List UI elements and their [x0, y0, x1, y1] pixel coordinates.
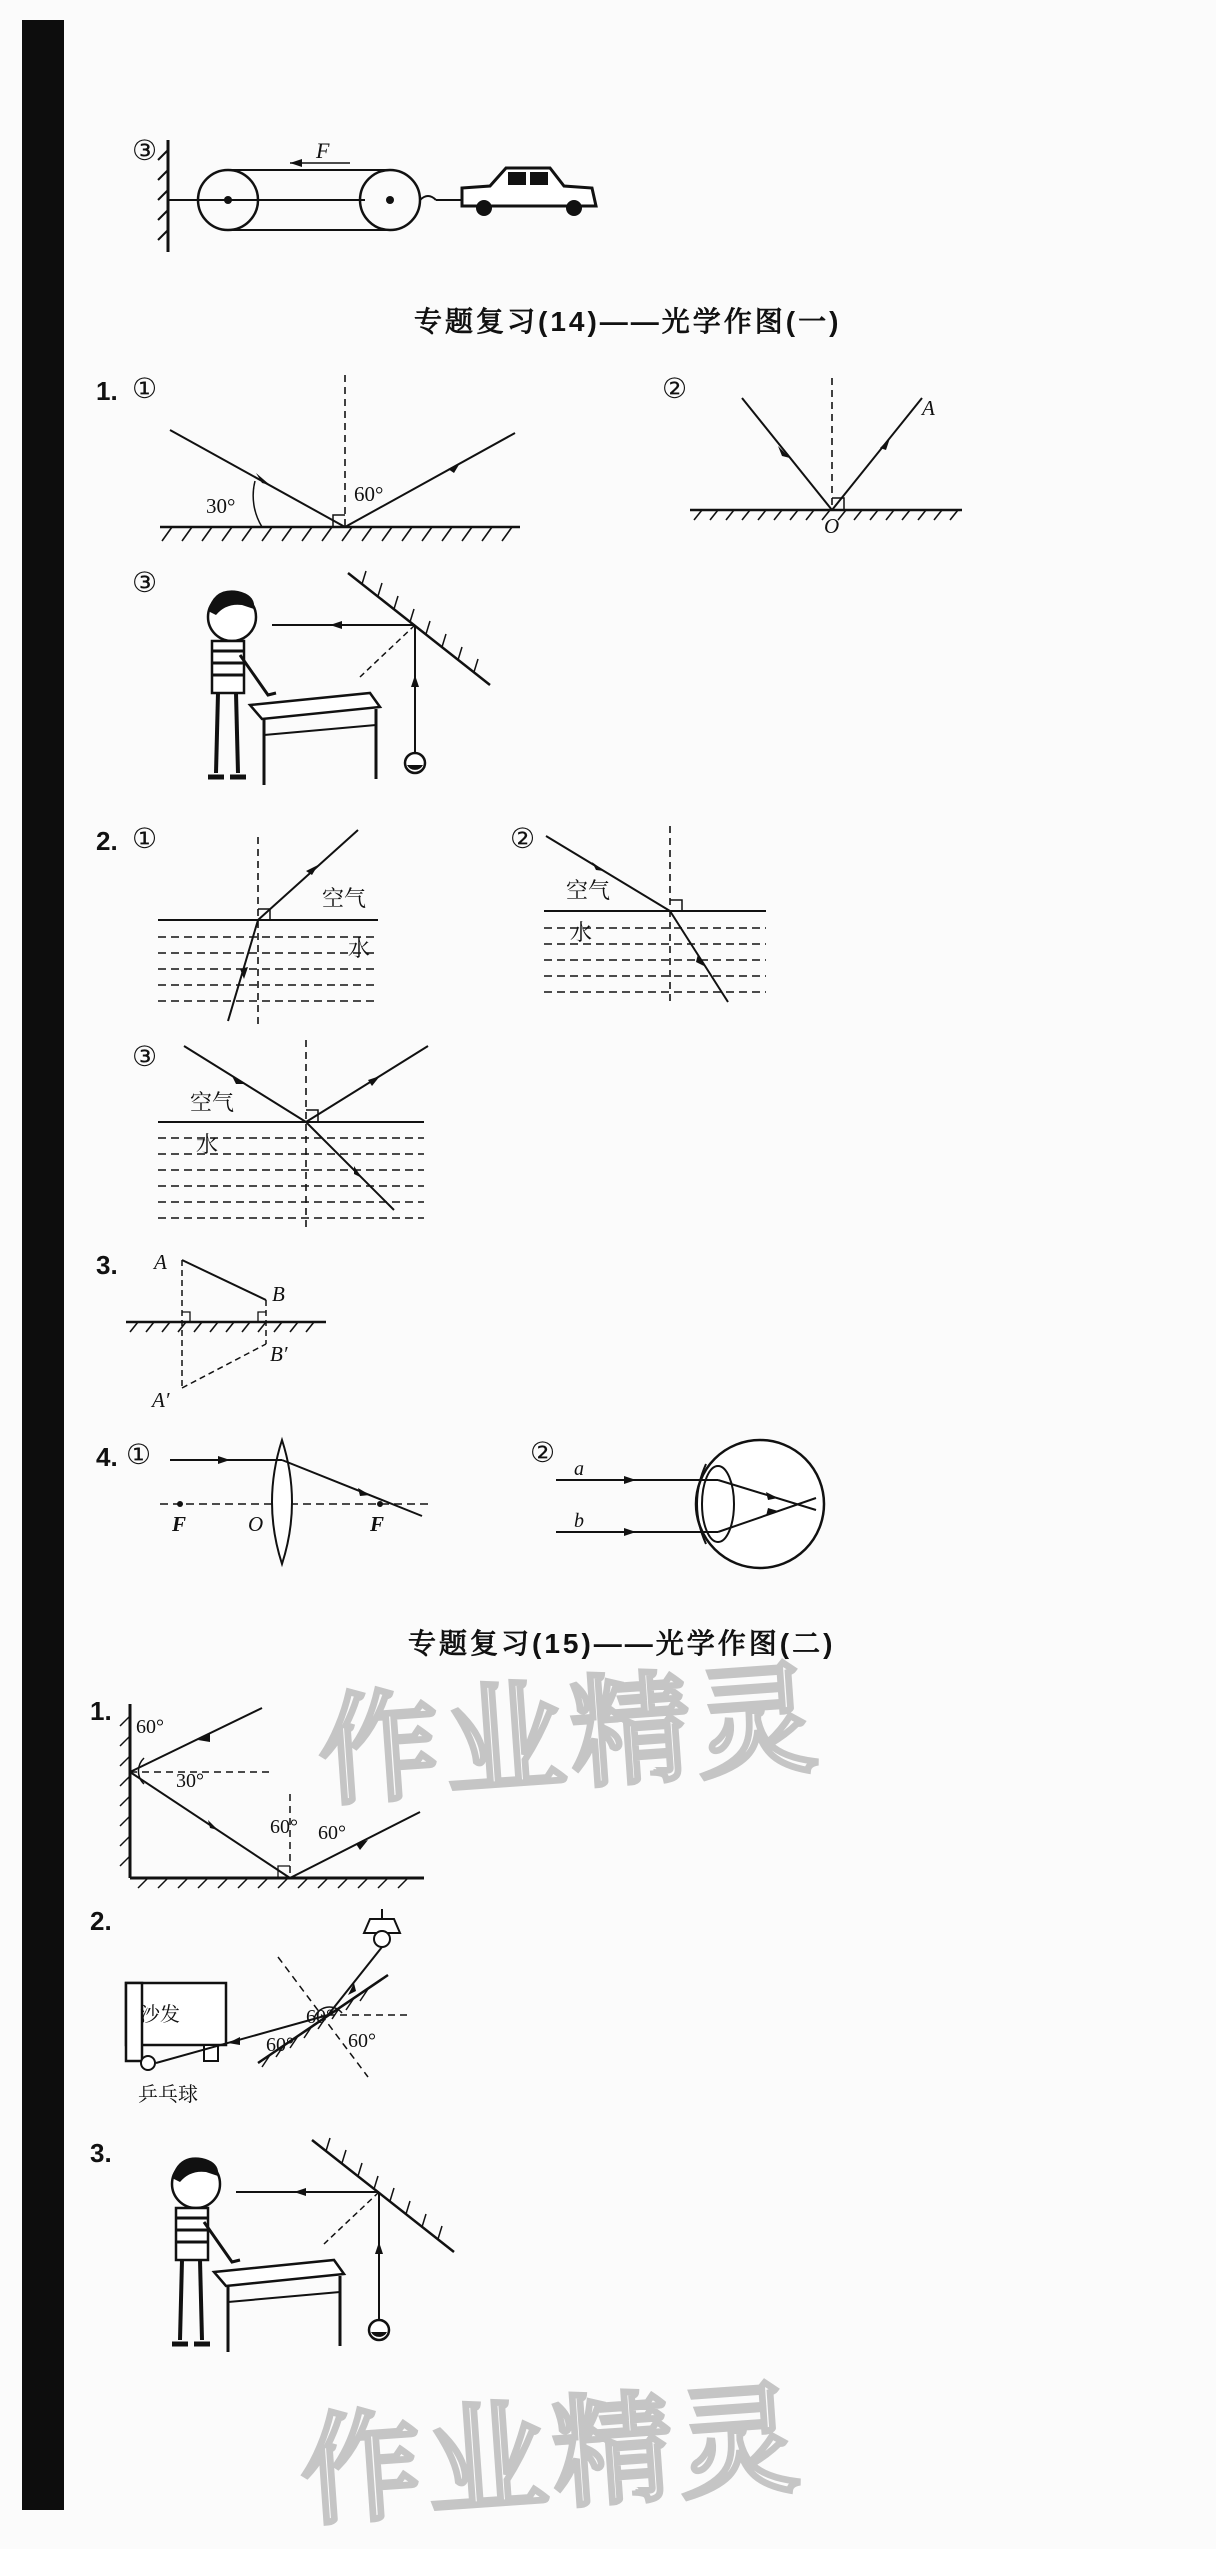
- q4-sub1-marker: ①: [126, 1438, 152, 1471]
- section15-title: 专题复习(15)——光学作图(二): [408, 1628, 836, 1659]
- binding-edge: [22, 20, 64, 2510]
- q1-label-O: O: [824, 514, 840, 538]
- watermark-middle: 作业精灵: [314, 1649, 827, 1824]
- s15-q1-angle-b: 30°: [176, 1770, 204, 1792]
- q1-boy-mirror-diagram: [190, 565, 510, 795]
- q1-angle-60: 60°: [354, 482, 384, 506]
- q3-label-A-image: A′: [152, 1388, 170, 1412]
- watermark-bottom: 作业精灵: [296, 2369, 809, 2544]
- q1-angle-30: 30°: [206, 494, 236, 518]
- s15-q2-angle-a: 60°: [306, 2006, 334, 2028]
- q1-reflection-diagram-1: [160, 375, 530, 550]
- s15-q2-angle-b: 60°: [266, 2034, 294, 2056]
- s15-q2-sofa: 沙发: [140, 2002, 180, 2026]
- q2-sub1-marker: ①: [132, 822, 158, 855]
- q4-F-right: F: [370, 1512, 385, 1536]
- s15-q2-ball: 乒乓球: [138, 2082, 198, 2106]
- q4-O: O: [248, 1512, 264, 1536]
- s15-q2-number: 2.: [90, 1906, 112, 1936]
- q1-label-A: A: [922, 396, 935, 420]
- section14-title: 专题复习(14)——光学作图(一): [414, 306, 842, 337]
- q4-ray-a: a: [574, 1458, 584, 1480]
- q1-sub1-marker: ①: [132, 372, 158, 405]
- top-marker: ③: [132, 134, 158, 167]
- s15-q1-angle-a: 60°: [136, 1716, 164, 1738]
- q4-ray-b: b: [574, 1510, 584, 1532]
- force-label: F: [316, 138, 330, 163]
- q3-label-B-image: B′: [270, 1342, 288, 1366]
- q2-3-water: 水: [196, 1133, 219, 1158]
- q2-refraction-diagram-1: [158, 825, 388, 1025]
- q2-1-air: 空气: [322, 887, 367, 912]
- q1-sub2-marker: ②: [662, 372, 688, 405]
- q3-label-A: A: [154, 1250, 167, 1274]
- q1-number: 1.: [96, 376, 118, 406]
- q1-sub3-marker: ③: [132, 566, 158, 599]
- q2-number: 2.: [96, 826, 118, 856]
- q3-number: 3.: [96, 1250, 118, 1280]
- s15-q1-angle-c: 60°: [270, 1816, 298, 1838]
- pulley-car-diagram: [150, 130, 610, 260]
- q2-2-air: 空气: [566, 879, 611, 904]
- s15-q1-number: 1.: [90, 1696, 112, 1726]
- q2-3-air: 空气: [190, 1091, 235, 1116]
- q3-label-B: B: [272, 1282, 285, 1306]
- q4-number: 4.: [96, 1442, 118, 1472]
- q2-2-water: 水: [570, 921, 593, 946]
- q4-F-left: F: [172, 1512, 187, 1536]
- q4-sub2-marker: ②: [530, 1436, 556, 1469]
- q4-eye-diagram: [556, 1440, 826, 1570]
- q4-convex-lens-diagram: [160, 1438, 430, 1568]
- s15-q3-number: 3.: [90, 2138, 112, 2168]
- s15-q3-boy-mirror-diagram: [156, 2134, 466, 2364]
- s15-q2-angle-c: 60°: [348, 2030, 376, 2052]
- q2-sub3-marker: ③: [132, 1040, 158, 1073]
- s15-q1-angle-d: 60°: [318, 1822, 346, 1844]
- q2-1-water: 水: [348, 937, 371, 962]
- q2-sub2-marker: ②: [510, 822, 536, 855]
